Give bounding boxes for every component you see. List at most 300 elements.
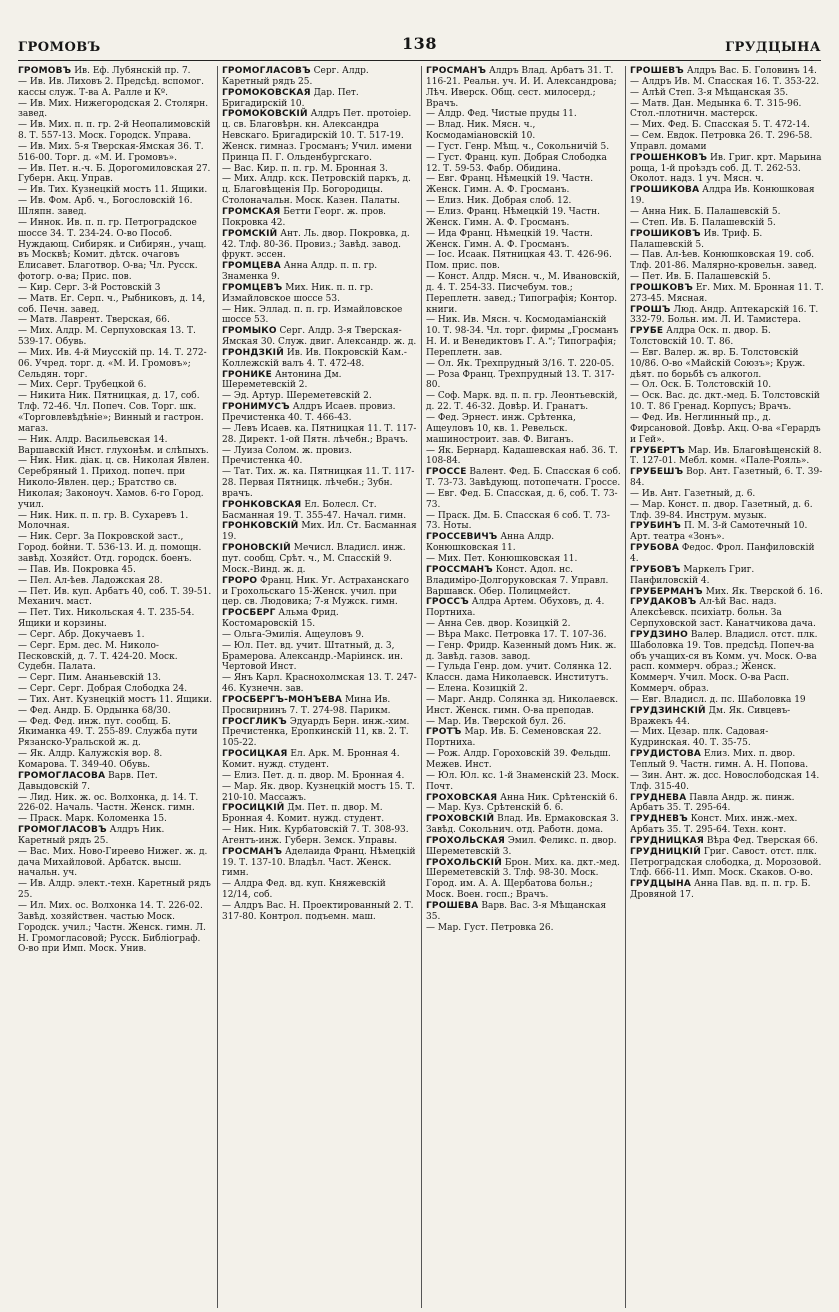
entry-surname: ГРОХОЛЬСКІЙ (426, 857, 502, 868)
entry-text: Эдуардъ Берн. инж.-хим. Пречистенка, Еропкинскій 11, кв. 2. Т. 105-22. (222, 716, 410, 749)
directory-entry (630, 380, 825, 391)
directory-column (625, 66, 829, 1308)
entry-text: — Конст. Алдр. Мясн. ч., М. Ивановскій, д. 4. Т. 254-33. Писчебум. тов.; Переплетн. завед.; Типографія; Контор. книги. (426, 272, 620, 315)
entry-surname: ГРОМОГЛАСОВЪ (18, 825, 107, 836)
entry-text: Федос. Фрол. Панфиловскій 4. (630, 543, 815, 564)
directory-entry (630, 326, 825, 348)
directory-entry (222, 771, 417, 782)
directory-entry (630, 66, 825, 77)
directory-entry (426, 467, 621, 489)
entry-text: — Пет. Тих. Никольская 4. Т. 235-54. Ящики и корзины. (18, 608, 195, 630)
directory-entry (222, 109, 417, 163)
entry-text: Ег. Мих. М. Бронная 11. Т. 273-45. Мясная. (630, 282, 824, 304)
directory-entry (426, 207, 621, 229)
directory-entry (630, 153, 825, 186)
directory-entry (630, 749, 825, 771)
entry-text: Серг. Алдр. Каретный рядъ 25. (222, 66, 369, 87)
entry-surname: ГРОНКОВСКІЙ (222, 521, 299, 532)
entry-text: — Матв. Дан. Медынка 6. Т. 315-96. Стол.-плотничн. мастерск. (630, 98, 802, 120)
page-number: 138 (402, 34, 437, 53)
entry-text: — Ол. Як. Трехпрудный 3/16. Т. 220-05. (426, 358, 615, 369)
entry-text: — Ол. Оск. Б. Толстовскій 10. (630, 380, 772, 391)
entry-text: — Ив. Мих. 5-я Тверская-Ямская 36. Т. 516-00. Торг. д. «М. И. Громовъ». (18, 141, 204, 163)
directory-entry (630, 229, 825, 251)
entry-surname: ГРУДНИЦКАЯ (630, 835, 704, 846)
directory-entry (630, 77, 825, 88)
running-head-right: ГРУДЦЫНА (725, 40, 821, 55)
entry-text: — Анна Ник. Б. Палашевскій 5. (630, 206, 781, 217)
directory-entry (222, 391, 417, 402)
directory-entry (630, 847, 825, 880)
entry-text: — Гульда Генр. дом. учит. Солянка 12. Классн. дама Николаевск. Институтъ. (426, 662, 612, 684)
entry-surname: ГРОМОКОВСКАЯ (222, 87, 311, 98)
entry-text: Серг. Алдр. 3-я Тверская-Ямская 30. Служ. двиг. Александр. ж. д. (222, 326, 417, 348)
entry-text: — Евг. Фед. Б. Спасская, д. 6, соб. Т. 73-73. (426, 488, 618, 510)
directory-entry (222, 543, 417, 576)
directory-entry (18, 630, 213, 641)
entry-text: — Ив. Ант. Газетный, д. 6. (630, 488, 756, 499)
entry-text: — Серг. Пим. Ананьевскій 13. (18, 673, 162, 684)
directory-entry (630, 283, 825, 305)
directory-entry (630, 695, 825, 706)
directory-entry (630, 727, 825, 749)
entry-text: Мих. Як. Тверской б. 16. (705, 586, 823, 597)
directory-entry (630, 120, 825, 131)
entry-text: — Вас. Мих. Ново-Гиреево Нижег. ж. д. дача Михайловой. Арбатск. высш. начальн. уч. (18, 846, 208, 879)
directory-entry (18, 608, 213, 630)
entry-text: — Серг. Ерм. дес. М. Николо-Песковскій, д. 7. Т. 424-20. Моск. Судебн. Палата. (18, 640, 178, 673)
directory-entry (18, 565, 213, 576)
entry-text: — Ник. Ник. діак. ц. св. Николая Явлен. Серебряный 1. Приход. попеч. при Николо-Явлен. цер.; Братство св. Николая; Законоуч. Хамов. 6-го Город. учил. (18, 456, 210, 510)
entry-text: — Вас. Кир. п. п. гр. М. Бронная 3. (222, 163, 388, 174)
entry-surname: ГРОСИЦКІЙ (222, 803, 285, 814)
entry-text: — Юл. Пет. вд. учит. Штатный, д. 3, Брамерова. Александр.-Маріинск. ин. Чертовой Инст. (222, 640, 403, 673)
entry-surname: ГРОМОГЛАСОВЪ (222, 66, 311, 76)
directory-entry (426, 597, 621, 619)
directory-entry (426, 814, 621, 836)
entry-text: Алдръ Ник. Каретный рядъ 25. (18, 825, 165, 846)
entry-text: — Серг. Абр. Докучаевъ 1. (18, 629, 145, 640)
entry-text: Алдръ Пет. протоіер. ц. св. Благовѣрн. кн. Александра Невскаго. Бригадирскій 10. Т. 517-19. Женск. гимназ. Гросманъ; Учил. имени Принца П. Г. Ольденбургскаго. (222, 109, 412, 163)
entry-surname: ГРОСМАНЪ (222, 846, 283, 857)
directory-entry (222, 446, 417, 468)
entry-text: — Мар. Густ. Петровка 26. (426, 922, 554, 933)
entry-text: — Мих. Алдр. кск. Петровскій паркъ, д. ц. Благовѣщенія Пр. Богородицы. Столоначальн. Моск. Казен. Палаты. (222, 174, 411, 207)
entry-text: Валент. Фед. Б. Спасская 6 соб. Т. 73-73. Завѣдующ. потопечатн. Гроссе. (426, 467, 621, 489)
entry-text: — Ив. Пет. н.-ч. Б. Дорогомиловская 27. Губерн. Акц. Управ. (18, 163, 211, 185)
running-head-left: ГРОМОВЪ (18, 40, 101, 55)
directory-entry (426, 109, 621, 120)
entry-surname: ГРОСБЕРГ (222, 608, 276, 619)
entry-text: Павла Андр. ж. пинж. Арбатъ 35. Т. 295-64. (630, 792, 795, 814)
entry-text: — Фед. Андр. Б. Ордынка 68/30. (18, 705, 171, 716)
directory-entry (630, 587, 825, 598)
entry-text: Франц. Ник. Уг. Астраханскаго и Грохольскаго 15-Женск. учил. при цер. св. Людовика; 7-я Мужск. гимн. (222, 575, 409, 608)
directory-entry (630, 185, 825, 207)
entry-text: Мих. Ник. п. п. гр. Измайловское шоссе 53. (222, 282, 374, 304)
directory-entry (630, 207, 825, 218)
directory-entry (18, 99, 213, 121)
directory-entry (630, 836, 825, 847)
entry-surname: ГРОМОГЛАСОВА (18, 770, 106, 781)
entry-text: Мар. Ив. Благовѣщенскій 8. Т. 127-01. Мебл. комн. «Пале-Рояль». (630, 445, 822, 467)
entry-surname: ГРУБЕШЪ (630, 467, 684, 478)
entry-surname: ГРОМЦЕВЪ (222, 282, 283, 293)
entry-text: — Никита Ник. Пятницкая, д. 17, соб. Тлф. 72-46. Чл. Попеч. Сов. Торг. шк. «Торговлевѣдѣніе»; Винный и гастрон. магаз. (18, 391, 204, 434)
directory-entry (18, 587, 213, 609)
entry-surname: ГРОРО (222, 575, 258, 586)
directory-entry (630, 543, 825, 565)
entry-text: — Евг. Франц. Нѣмецкій 19. Частн. Женск. Гимн. А. Ф. Гросманъ. (426, 174, 594, 196)
directory-entry (222, 673, 417, 695)
directory-entry (426, 836, 621, 858)
directory-entry (426, 630, 621, 641)
directory-entry (630, 99, 825, 121)
directory-entry (426, 153, 621, 175)
entry-text: — Ив. Тих. Кузнецкій мостъ 11. Ящики. (18, 185, 208, 196)
directory-entry (630, 521, 825, 543)
directory-entry (426, 196, 621, 207)
entry-surname: ГРОШИКОВА (630, 185, 700, 196)
entry-text: — Евг. Владисл. д. пс. Шаболовка 19 (630, 694, 806, 705)
directory-entry (426, 446, 621, 468)
directory-entry (222, 174, 417, 207)
page-header (18, 34, 821, 64)
directory-entry (222, 66, 417, 88)
directory-entry (222, 695, 417, 717)
directory-entry (222, 641, 417, 674)
directory-entry (222, 847, 417, 880)
directory-entry (222, 164, 417, 175)
entry-text: — Як. Алдр. Калужскія вор. 8. Комарова. Т. 349-40. Обувь. (18, 749, 163, 770)
entry-surname: ГРОХОЛЬСКАЯ (426, 835, 505, 846)
directory-entry (630, 597, 825, 630)
directory-entry (630, 793, 825, 815)
directory-entry (630, 305, 825, 327)
entry-text: — Матв. Ег. Серп. ч., Рыбниковъ, д. 14, соб. Печн. завед. (18, 293, 206, 315)
entry-text: — Елена. Козицкій 2. (426, 684, 528, 695)
entry-text: — Лид. Ник. ж. ос. Волхонка, д. 14. Т. 226-02. Началь. Частн. Женск. гимн. (18, 792, 199, 814)
directory-entry (426, 250, 621, 272)
entry-surname: ГРОССЪ (426, 597, 469, 608)
entry-surname: ГРУДНЕВА (630, 792, 687, 803)
entry-text: — Мих. Цезар. плк. Садовая-Кудринская. 40. Т. 35-75. (630, 727, 769, 749)
directory-entry (426, 315, 621, 358)
entry-text: Альма Фрид. Костомаровскій 15. (222, 608, 339, 630)
directory-entry (222, 749, 417, 771)
entry-text: — Фед. Фед. инж. пут. сообщ. Б. Якиманка 49. Т. 255-89. Служба пути Рязанско-Уральской ж. д. (18, 716, 198, 749)
entry-text: Ал-ѣй Вас. надз. Алексѣевск. психіатр. больн. За Серпуховской заст. Канатчикова дача. (630, 597, 816, 630)
entry-surname: ГРУДЗИНСКІЙ (630, 705, 706, 716)
entry-text: — Роза Франц. Трехпрудный 13. Т. 317-80. (426, 369, 615, 391)
directory-entry (630, 446, 825, 468)
entry-text: — Іос. Исаак. Пятницкая 43. Т. 426-96. Пом. прис. пов. (426, 250, 612, 272)
entry-text: — Мар. Ив. Тверской бул. 26. (426, 716, 567, 727)
directory-entry (18, 695, 213, 706)
directory-entry (426, 120, 621, 142)
directory-entry (222, 782, 417, 804)
entry-text: Маркелъ Григ. Панфиловскій 4. (630, 564, 755, 586)
directory-entry (426, 174, 621, 196)
directory-entry (630, 489, 825, 500)
entry-text: — Генр. Фридр. Казенный домъ Ник. ж. д. Завѣд. газов. завод. (426, 640, 617, 662)
entry-surname: ГРУБЕ (630, 326, 664, 337)
header-rule (18, 60, 821, 61)
entry-text: — Ник. Серг. За Покровской заст., Город. бойни. Т. 536-13. И. д. помощн. завѣд. Хозяйст. Отд. городск. боенъ. (18, 532, 202, 564)
entry-text: — Ник. Ив. Мясн. ч. Космодаміанскій 10. Т. 98-34. Чл. торг. фирмы „Гросманъ Н. И. и Венедиктовъ Г. А.“; Типографія; Переплетн. зав. (426, 315, 619, 358)
directory-entry (18, 142, 213, 164)
entry-text: — Алдръ Вас. Н. Проектированный 2. Т. 317-80. Контрол. подъемн. маш. (222, 900, 414, 922)
directory-entry (18, 825, 213, 847)
directory-entry (630, 413, 825, 446)
entry-text: — Мих. Фед. Б. Спасская 5. Т. 472-14. (630, 120, 810, 131)
directory-entry (18, 576, 213, 587)
entry-text: Антонина Дм. Шереметевскій 2. (222, 369, 342, 391)
directory-entry (426, 641, 621, 663)
directory-entry (18, 315, 213, 326)
entry-text: — Праск. Марк. Коломенка 15. (18, 814, 167, 825)
directory-entry (18, 77, 213, 99)
entry-text: Эмил. Феликс. п. двор. Шереметевскій 3. (426, 835, 617, 857)
directory-entry (222, 803, 417, 825)
directory-entry (222, 305, 417, 327)
directory-entry (18, 283, 213, 294)
directory-entry (18, 847, 213, 880)
entry-text: Алдръ Влад. Арбатъ 31. Т. 116-21. Реальн. уч. И. И. Александрова; Лѣч. Иверск. Общ. сест. милосерд.; Врачъ. (426, 66, 617, 109)
directory-entry (426, 229, 621, 251)
entry-text: — Мих. Ив. 4-й Миусскій пр. 14. Т. 272-06. Учред. торг. д. «М. И. Громовъ»; Сельдян. торг. (18, 347, 207, 380)
entry-text: Дар. Пет. Бригадирскій 10. (222, 87, 359, 109)
entry-text: — Густ. Франц. куп. Добрая Слободка 12. Т. 59-53. Фабр. Обидина. (426, 152, 607, 174)
entry-text: — Ник. Эллад. п. п. гр. Измайловское шоссе 53. (222, 304, 403, 326)
directory-entry (222, 521, 417, 543)
entry-text: — Тат. Тих. ж. ка. Пятницкая 11. Т. 117-28. Первая Пятницк. лѣчебн.; Зубн. врачъ. (222, 467, 415, 499)
entry-text: Влад. Ив. Ермаковская 3. Завѣд. Сокольнич. отд. Работн. дома. (426, 814, 619, 836)
entry-text: — Ив. Мих. п. п. гр. 2-й Неопалимовскій 8. Т. 557-13. Моск. Городск. Управа. (18, 120, 211, 142)
entry-text: — Мар. Як. двор. Кузнецкій мостъ 15. Т. 210-10. Массажъ. (222, 781, 415, 803)
directory-entry (630, 500, 825, 522)
entry-text: — Левъ Исаев. ка. Пятницкая 11. Т. 117-28. Директ. 1-ой Пятн. лѣчебн.; Врачъ. (222, 423, 417, 445)
entry-text: — Юл. Юл. кс. 1-й Знаменскій 23. Моск. Почт. (426, 770, 620, 792)
entry-text: — Ив. Ив. Лиховъ 2. Предсѣд. вспомог. кассы служ. Т-ва А. Ралле и Кº. (18, 76, 204, 98)
directory-entry (426, 771, 621, 793)
entry-text: Варв. Вас. 3-я Мѣщанская 35. (426, 900, 607, 922)
directory-entry (426, 901, 621, 923)
entry-text: — Елиз. Ник. Добрая слоб. 12. (426, 196, 572, 207)
entry-surname: ГРОССЕ (426, 467, 467, 478)
entry-surname: ГРОХОВСКАЯ (426, 792, 498, 803)
directory-entry (426, 727, 621, 749)
entry-surname: ГРОМЦЕВА (222, 261, 281, 272)
directory-entry (18, 532, 213, 565)
entry-surname: ГРОНИМУСЪ (222, 402, 290, 413)
directory-entry (18, 120, 213, 142)
entry-text: Дм. Як. Сивцевъ-Вражекъ 44. (630, 705, 791, 727)
entry-text: — Матв. Лаврент. Тверская, 66. (18, 315, 170, 326)
directory-entry (426, 858, 621, 901)
entry-text: — Мар. Конст. п. двор. Газетный, д. 6. Тлф. 39-84. Инструм. музык. (630, 499, 813, 521)
directory-entry (222, 261, 417, 283)
entry-surname: ГРУДИСТОВА (630, 749, 702, 760)
directory-entry (222, 500, 417, 522)
entry-surname: ГРОМОКОВСКІЙ (222, 109, 308, 120)
entry-surname: ГРОШЕВЪ (630, 66, 684, 76)
entry-text: — Тих. Ант. Кузнецкій мостъ 11. Ящики. (18, 694, 213, 705)
directory-entry (222, 326, 417, 348)
entry-text: — Фед. Эрнест. инж. Срѣтенка, Ащеуловъ 10, кв. 1. Ревельск. машиностроит. зав. Ф. Виганъ. (426, 413, 576, 445)
entry-text: Дм. Пет. п. двор. М. Бронная 4. Комит. нужд. студент. (222, 803, 385, 825)
directory-entry (222, 370, 417, 392)
directory-entry (18, 66, 213, 77)
directory-entry (426, 489, 621, 511)
directory-entry (18, 641, 213, 674)
directory-entry (222, 576, 417, 609)
entry-text: — Алдр. Фед. Чистые пруды 11. (426, 109, 577, 120)
directory-entry (222, 717, 417, 750)
entry-text: Алдра Артем. Обуховъ, д. 4. Портниха. (426, 597, 605, 619)
directory-entry (222, 608, 417, 630)
directory-entry (630, 771, 825, 793)
entry-surname: ГРОШЪ (630, 304, 671, 315)
directory-entry (630, 391, 825, 413)
entry-surname: ГРОСМАНЪ (426, 66, 487, 76)
entry-text: Вор. Ант. Газетный, 6. Т. 39-84. (630, 467, 823, 489)
directory-columns (18, 66, 829, 1308)
directory-entry (222, 825, 417, 847)
entry-text: Ант. Ль. двор. Покровка, д. 42. Тлф. 80-36. Провиз.; Завѣд. завод. фрукт. эссен. (222, 228, 410, 261)
directory-entry (18, 901, 213, 955)
entry-text: Конст. Адол. нс. Владиміро-Долгоруковская 7. Управл. Варшавск. Обер. Полицмейст. (426, 564, 609, 597)
entry-text: П. М. 3-й Самотечный 10. Арт. театра «Зонъ». (630, 521, 808, 543)
directory-entry (18, 294, 213, 316)
directory-entry (630, 218, 825, 229)
entry-surname: ГРОСГЛИКЪ (222, 716, 287, 727)
directory-entry (18, 749, 213, 771)
entry-surname: ГРОМЫКО (222, 326, 277, 337)
entry-text: — Степ. Ив. Б. Палашевскій 5. (630, 217, 776, 228)
directory-entry (222, 879, 417, 901)
entry-text: Валер. Владисл. отст. плк. Шаболовка 19. Тов. предсѣд. Попеч-ва объ учащих-ся въ Комм. уч. Моск. О-ва расп. коммерч. образ.; Женск. Коммерч. Учил. Моск. О-ва Расп. Коммерч. образ. (630, 629, 818, 695)
directory-entry (18, 348, 213, 381)
entry-text: — Мар. Куз. Срѣтенскій б. 6. (426, 803, 564, 814)
entry-surname: ГРУДЦЫНА (630, 879, 692, 890)
directory-entry (426, 717, 621, 728)
entry-text: — Кир. Серг. 3-й Ростовскій 3 (18, 282, 161, 293)
directory-entry (18, 706, 213, 717)
entry-surname: ГРУБЕРТЪ (630, 445, 686, 456)
entry-text: — Анна Сев. двор. Козицкій 2. (426, 619, 571, 630)
entry-text: — Пав. Ив. Покровка 45. (18, 564, 136, 575)
entry-text: Ел. Арк. М. Бронная 4. Комит. нужд. студент. (222, 749, 400, 770)
entry-text: — Мих. Серг. Трубецкой 6. (18, 380, 147, 391)
entry-text: — Елиз. Пет. д. п. двор. М. Бронная 4. (222, 770, 405, 781)
directory-entry (426, 272, 621, 315)
directory-entry (630, 250, 825, 272)
directory-entry (222, 348, 417, 370)
directory-entry (18, 435, 213, 457)
entry-text: — Ник. Алдр. Васильевская 14. Варшавскій Инст. глухонѣм. и слѣпыхъ. (18, 434, 209, 456)
directory-entry (222, 424, 417, 446)
entry-surname: ГРУДАКОВЪ (630, 597, 697, 608)
directory-entry (18, 814, 213, 825)
entry-surname: ГРОШЕВА (426, 900, 479, 911)
directory-entry (222, 402, 417, 424)
entry-text: — Ник. Ник. п. п. гр. В. Сухаревъ 1. Молочная. (18, 510, 189, 532)
entry-text: — Ив. Мих. Нижегородская 2. Столярн. завед. (18, 98, 209, 120)
directory-entry (426, 662, 621, 684)
entry-surname: ГРОШЕНКОВЪ (630, 152, 708, 163)
entry-text: — Пел. Ал-ѣев. Ладожская 28. (18, 575, 163, 586)
directory-entry (426, 66, 621, 109)
entry-text: Ив. Григ. крт. Марьина роща, 1-й проѣздъ соб. Д. Т. 262-53. Околот. надз. 1 уч. Мясн. ч. (630, 152, 822, 185)
entry-text: Мечисл. Владисл. инж. пут. сообщ. Срѣт. ч., М. Спасскій 9. Моск.-Винд. ж. д. (222, 543, 406, 575)
directory-entry (18, 771, 213, 793)
directory-entry (18, 185, 213, 196)
entry-text: — Влад. Ник. Мясн. ч., Космодаміановскій 10. (426, 120, 536, 142)
directory-column (217, 66, 421, 1308)
directory-entry (426, 554, 621, 565)
entry-surname: ГРОСБЕРГЪ-МОНЪЕВА (222, 694, 343, 705)
entry-text: Брон. Мих. ка. дкт.-мед. Шереметевскій 3. Тлф. 98-30. Моск. Город. им. А. А. Щербатова больн.; Моск. Воен. госп.; Врачъ. (426, 857, 620, 901)
entry-text: — Янъ Карл. Краснохолмская 13. Т. 247-46. Кузнечн. зав. (222, 673, 417, 695)
entry-text: — Рож. Алдр. Гороховскій 39. Фельдш. Межев. Инст. (426, 749, 611, 770)
directory-entry (222, 467, 417, 500)
entry-text: — Соф. Марк. вд. п. п. гр. Леонтьевскій, д. 22. Т. 46-32. Довѣр. И. Гранатъ. (426, 391, 618, 413)
directory-entry (18, 164, 213, 186)
directory-entry (18, 456, 213, 510)
directory-entry (18, 218, 213, 283)
entry-text: — Алдра Фед. вд. куп. Княжевскій 12/14, соб. (222, 879, 386, 901)
entry-text: Мар. Ив. Б. Семеновская 22. Портниха. (426, 727, 602, 749)
directory-entry (222, 207, 417, 229)
entry-text: — Ольга-Эмилія. Ащеуловъ 9. (222, 629, 365, 640)
directory-entry (426, 511, 621, 533)
directory-entry (630, 131, 825, 153)
entry-text: Мих. Ил. Ст. Басманная 19. (222, 521, 417, 543)
entry-text: Анна Алдр. п. п. гр. Знаменка 9. (222, 261, 378, 283)
directory-entry (426, 695, 621, 717)
entry-surname: ГРОССМАНЪ (426, 564, 493, 575)
directory-entry (222, 229, 417, 262)
directory-entry (426, 142, 621, 153)
entry-text: — Марг. Андр. Солянка зд. Николаевск. Инст. Женск. гимн. О-ва преподав. (426, 694, 619, 716)
entry-text: Алдра Оск. п. двор. Б. Толстовскій 10. Т. 86. (630, 326, 771, 348)
entry-text: Люд. Андр. Аптекарскій 16. Т. 332-79. Больн. им. Л. И. Тамистера. (630, 304, 819, 326)
entry-text: — Сем. Евдок. Петровка 26. Т. 296-58. Управл. домами (630, 131, 813, 152)
directory-entry (426, 532, 621, 554)
entry-surname: ГРУБОВА (630, 543, 680, 554)
entry-text: — Пав. Ал-ѣев. Конюшковская 19. соб. Тлф. 201-86. Малярно-кровельн. завед. (630, 250, 817, 272)
directory-entry (18, 326, 213, 348)
directory-entry (630, 565, 825, 587)
entry-surname: ГРУДЗИНО (630, 629, 688, 640)
entry-text: Вѣра Фед. Тверская 66. (706, 835, 818, 846)
entry-text: — Ил. Мих. ос. Волхонка 14. Т. 226-02. Завѣд. хозяйствен. частью Моск. Городск. учил.; Частн. Женск. гимн. Л. Н. Громогласовой; Русск. Библіограф. О-во при Имп. Моск. Унив. (18, 900, 206, 955)
directory-entry (18, 793, 213, 815)
entry-surname: ГРУДНЕВЪ (630, 814, 688, 825)
entry-surname: ГРУДНИЦКІЙ (630, 846, 701, 857)
directory-entry (426, 565, 621, 598)
directory-entry (222, 283, 417, 305)
entry-surname: ГРОШИКОВЪ (630, 228, 701, 239)
directory-entry (426, 391, 621, 413)
entry-surname: ГРОТЪ (426, 727, 462, 738)
directory-entry (426, 619, 621, 630)
directory-entry (426, 749, 621, 771)
directory-entry (630, 467, 825, 489)
entry-surname: ГРОМСКІЙ (222, 228, 278, 239)
directory-entry (18, 380, 213, 391)
